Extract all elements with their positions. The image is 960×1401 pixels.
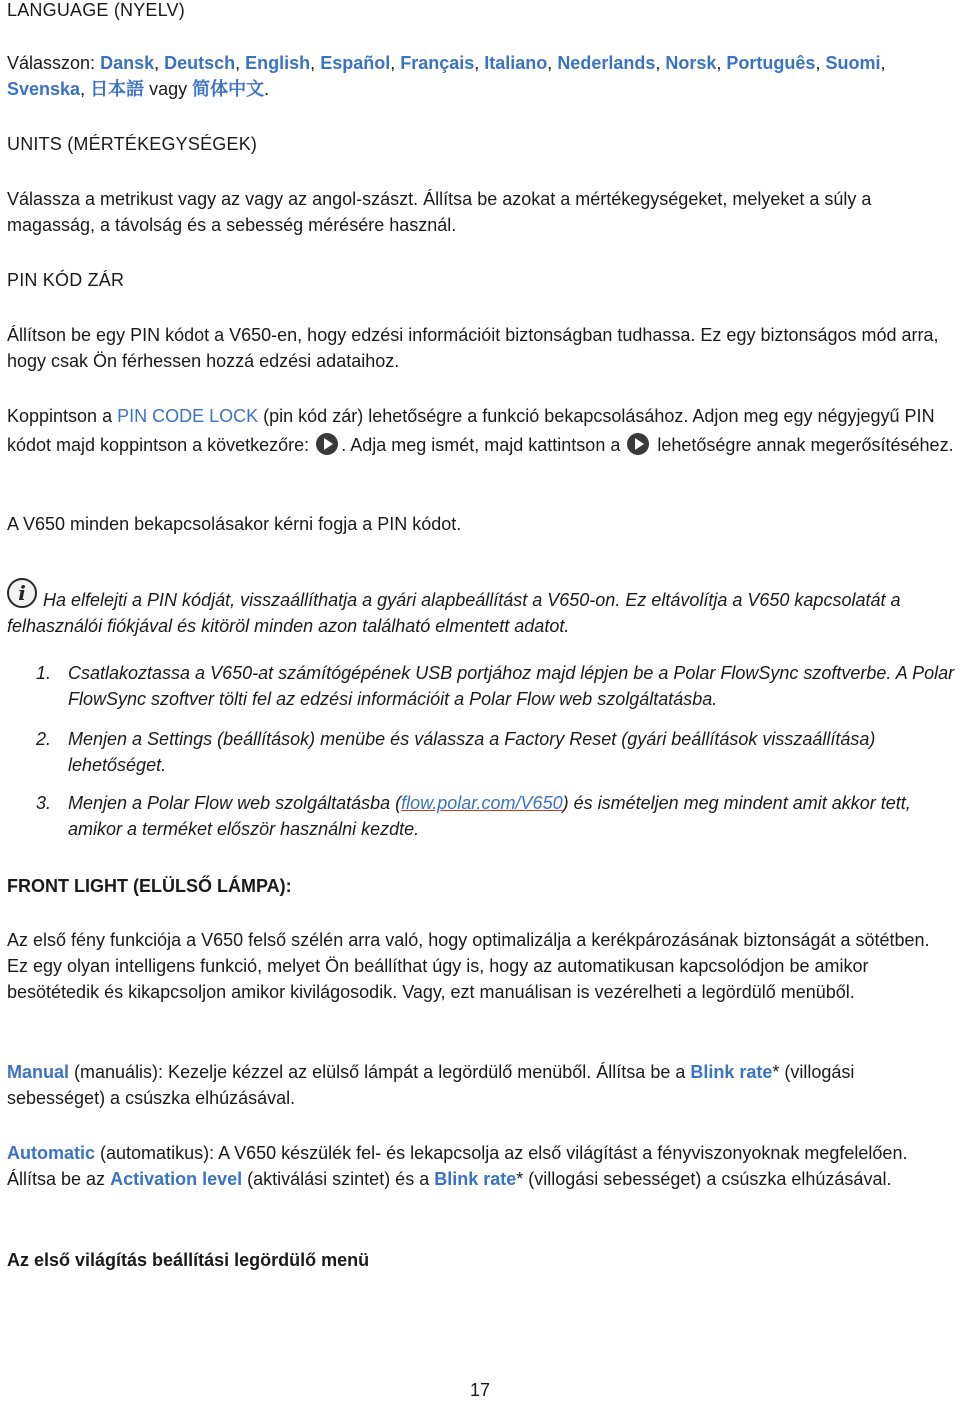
language-option-espanol[interactable]: Español: [320, 53, 391, 73]
pin-note: [7, 578, 955, 639]
pin-code-lock-link[interactable]: PIN CODE LOCK: [117, 406, 259, 426]
manual-text-b: * (villogási sebességet) a csúszka elhúzásával.: [7, 1062, 855, 1108]
language-option-nederlands[interactable]: Nederlands: [557, 53, 656, 73]
list-item: [7, 726, 955, 778]
confirm-arrow-icon: [627, 433, 649, 455]
language-option-english[interactable]: English: [245, 53, 311, 73]
language-option-chinese[interactable]: 简体中文: [192, 79, 265, 99]
front-light-paragraph: Az első fény funkciója a V650 felső szélén arra való, hogy optimalizálja a kerékpározásának biztonságát a sötétben. Ez egy olyan intelligens funkció, melyet Ön beállíthat úgy is, hogy az automatikusan kapcsolódjon be amikor besötétedik és kikapcsoljon amikor kivilágosodik. Vagy, ezt manuálisan is vezérelheti a legördülő menüből.: [7, 930, 930, 1002]
blink-rate-label[interactable]: Blink rate: [690, 1062, 773, 1082]
automatic-text-c: * (villogási sebességet) a csúszka elhúzásával.: [516, 1169, 892, 1189]
step-number: 3.: [36, 793, 52, 813]
language-option-francais[interactable]: Français: [400, 53, 475, 73]
activation-level-label[interactable]: Activation level: [110, 1169, 243, 1189]
pin-note-text: Ha elfelejti a PIN kódját, visszaállíthatja a gyári alapbeállítást a V650-on. Ez eltávolítja a V650 kapcsolatát a felhasználói fiókjával és kitöröl minden azon található elmentett adatot.: [7, 590, 901, 636]
step-text-b: ) és ismételjen meg mindent amit akkor tett, amikor a terméket először használni kezdte.: [68, 793, 911, 839]
pin-paragraph-2: [7, 402, 955, 460]
pin-paragraph-1: Állítson be egy PIN kódot a V650-en, hogy edzési információit biztonságban tudhassa. Ez egy biztonságos mód arra, hogy csak Ön férhessen hozzá edzési adataihoz.: [7, 325, 939, 371]
next-arrow-icon: [316, 433, 338, 455]
pin-heading: PIN KÓD ZÁR: [7, 270, 125, 290]
language-option-dansk[interactable]: Dansk: [100, 53, 155, 73]
step-text: Csatlakoztassa a V650-at számítógépének USB portjához majd lépjen be a Polar FlowSync szoftverbe. A Polar FlowSync szoftver tölti fel az edzési információit a Polar Flow web szolgáltatásba.: [68, 663, 955, 709]
blink-rate-label-2[interactable]: Blink rate: [434, 1169, 517, 1189]
flow-polar-link[interactable]: flow.polar.com/V650: [401, 793, 563, 813]
list-item: [7, 790, 955, 842]
pin-p2-b: (pin kód zár) lehetőségre a funkció bekapcsolásához. Adjon meg egy négyjegyű PIN kódot majd koppintson a következőre:: [7, 406, 935, 455]
step-number: 2.: [36, 729, 52, 749]
pin-paragraph-3: A V650 minden bekapcsolásakor kérni fogja a PIN kódot.: [7, 514, 462, 534]
reset-steps-list: [7, 660, 955, 842]
automatic-paragraph: [7, 1140, 955, 1192]
manual-paragraph: [7, 1059, 955, 1111]
step-number: 1.: [36, 663, 52, 683]
language-option-suomi[interactable]: Suomi: [825, 53, 881, 73]
pin-p2-c: . Adja meg ismét, majd kattintson a: [341, 435, 621, 455]
language-or: vagy: [149, 79, 188, 99]
front-light-heading: FRONT LIGHT (ELÜLSŐ LÁMPA):: [7, 876, 292, 896]
language-end: .: [264, 79, 270, 99]
pin-p2-d: lehetőségre annak megerősítéséhez.: [657, 435, 954, 455]
language-option-norsk[interactable]: Norsk: [665, 53, 717, 73]
language-option-deutsch[interactable]: Deutsch: [164, 53, 236, 73]
page-number: 17: [470, 1380, 491, 1400]
language-option-svenska[interactable]: Svenska: [7, 79, 81, 99]
language-paragraph: Válasszon: Dansk, Deutsch, English, Español, Français, Italiano, Nederlands, Norsk, Português, Suomi, Svenska, 日本語 vagy 简体中文.: [7, 53, 886, 99]
automatic-text-b: (aktiválási szintet) és a: [247, 1169, 430, 1189]
info-icon: i: [7, 578, 37, 608]
manual-text-a: (manuális): Kezelje kézzel az elülső lámpát a legördülő menüből. Állítsa be a: [74, 1062, 686, 1082]
units-text: Válassza a metrikust vagy az vagy az angol-szászt. Állítsa be azokat a mértékegységeket, melyeket a súly a magasság, a távolság és a sebesség mérésére használ.: [7, 189, 872, 235]
automatic-label[interactable]: Automatic: [7, 1143, 96, 1163]
language-intro: Válasszon:: [7, 53, 96, 73]
pin-p2-a: Koppintson a: [7, 406, 113, 426]
language-option-italiano[interactable]: Italiano: [484, 53, 548, 73]
front-light-menu-heading: Az első világítás beállítási legördülő menü: [7, 1250, 370, 1270]
list-item: [7, 660, 955, 712]
automatic-text-a: (automatikus): A V650 készülék fel- és lekapcsolja az első világítást a fényviszonyoknak megfelelően. Állítsa be az: [7, 1143, 908, 1189]
language-option-portugues[interactable]: Português: [726, 53, 816, 73]
units-heading: UNITS (MÉRTÉKEGYSÉGEK): [7, 134, 258, 154]
step-text: Menjen a Settings (beállítások) menübe és válassza a Factory Reset (gyári beállítások visszaállítása) lehetőséget.: [68, 729, 876, 775]
step-text-a: Menjen a Polar Flow web szolgáltatásba (: [68, 793, 402, 813]
language-option-japanese[interactable]: 日本語: [90, 79, 145, 99]
manual-label[interactable]: Manual: [7, 1062, 70, 1082]
language-heading: LANGUAGE (NYELV): [7, 0, 185, 20]
